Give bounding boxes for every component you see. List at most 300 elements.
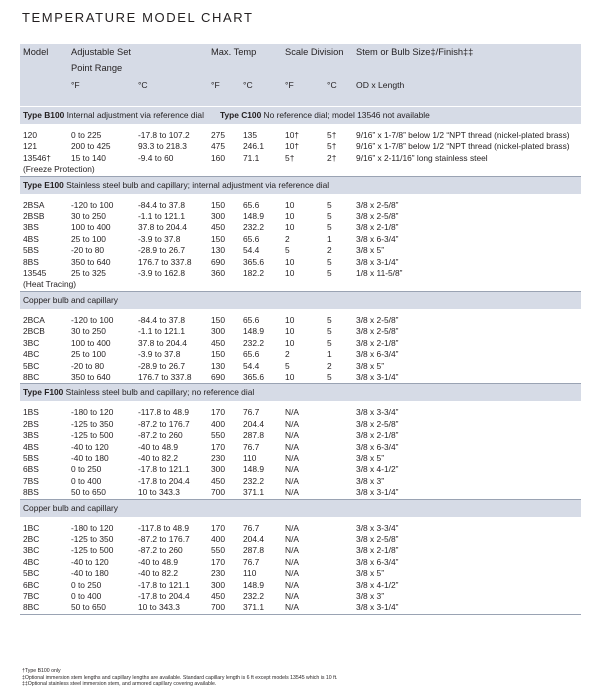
section-desc: Stainless steel bulb and capillary; no reference dial xyxy=(63,387,255,398)
table-cell: -28.9 to 26.7 xyxy=(138,245,186,256)
header-model: Model xyxy=(23,47,49,57)
table-cell: 5† xyxy=(327,130,337,140)
cell-note: (Freeze Protection) xyxy=(20,164,581,176)
table-cell: 10 to 343.3 xyxy=(135,487,208,499)
table-row xyxy=(20,591,581,602)
table-cell: N/A xyxy=(285,545,299,556)
table-cell: 2† xyxy=(327,152,337,163)
table-cell: -125 to 500 xyxy=(71,430,114,441)
table-cell: 400 xyxy=(211,533,225,544)
table-cell: 3/8 x 5” xyxy=(356,360,384,371)
table-cell xyxy=(324,591,353,602)
table-row xyxy=(20,268,581,279)
table-row xyxy=(20,130,581,141)
table-cell: 2BSB xyxy=(23,211,45,222)
table-cell: 3/8 x 3-3/4” xyxy=(356,407,399,418)
table-header xyxy=(20,44,581,94)
table-cell: N/A xyxy=(285,556,299,567)
table-cell: 300 xyxy=(211,326,225,337)
table-cell xyxy=(324,523,353,534)
table-cell: 3/8 x 2-1/8” xyxy=(356,222,399,233)
header-scale-division: Scale Division xyxy=(285,47,344,57)
table-cell: 3/8 x 2-1/8” xyxy=(356,430,399,441)
table-cell: 3/8 x 2-5/8” xyxy=(356,314,399,325)
table-cell: 450 xyxy=(211,591,225,601)
table-cell: 54.4 xyxy=(243,360,260,371)
table-row xyxy=(20,568,581,579)
table-cell xyxy=(324,430,353,441)
table-cell: 15 to 140 xyxy=(71,152,106,163)
table-cell: 200 to 425 xyxy=(71,141,111,152)
table-cell: 3/8 x 6-3/4” xyxy=(356,233,399,244)
table-row xyxy=(20,580,581,591)
table-cell: 5 xyxy=(327,256,332,267)
table-cell: -87.2 to 176.7 xyxy=(138,418,190,429)
table-cell: N/A xyxy=(285,418,299,429)
table-cell: 150 xyxy=(211,314,225,325)
table-cell: 37.8 to 204.4 xyxy=(138,337,187,348)
table-row xyxy=(20,419,581,430)
table-cell: 37.8 to 204.4 xyxy=(138,222,187,233)
table-cell: 3/8 x 6-3/4” xyxy=(356,441,399,452)
table-cell: 10 xyxy=(282,372,324,384)
table-cell: 8BC xyxy=(20,602,68,614)
table-cell: 8BC xyxy=(20,372,68,384)
table-cell: 148.9 xyxy=(243,464,264,475)
table-cell: -20 to 80 xyxy=(71,245,105,256)
header-adjustable: Adjustable Set xyxy=(71,47,131,57)
table-cell: 3/8 x 3” xyxy=(356,591,384,601)
table-cell: 3/8 x 2-5/8” xyxy=(356,533,399,544)
table-cell: 4BC xyxy=(23,349,40,360)
table-cell: 10† xyxy=(285,130,300,140)
table-cell: 5BC xyxy=(23,568,40,579)
table-cell: N/A xyxy=(282,602,324,614)
table-cell: 3/8 x 3-1/4” xyxy=(353,487,581,499)
table-cell: 170 xyxy=(211,522,225,533)
table-cell xyxy=(324,419,353,430)
table-cell: N/A xyxy=(285,441,299,452)
table-row xyxy=(20,361,581,372)
table-cell: 3/8 x 3-3/4” xyxy=(356,522,399,533)
table-cell: 65.6 xyxy=(243,233,260,244)
table-cell: 13546† xyxy=(23,152,51,163)
table-cell: 1 xyxy=(327,233,332,244)
table-cell: -40 to 82.2 xyxy=(138,568,179,579)
table-cell: -40 to 180 xyxy=(71,452,109,463)
table-cell: 3/8 x 2-1/8” xyxy=(356,545,399,556)
table-cell: 10 xyxy=(285,211,295,222)
table-cell: 8BS xyxy=(20,487,68,499)
table-cell: -40 to 48.9 xyxy=(138,441,179,452)
table-cell: -125 to 500 xyxy=(71,545,114,556)
table-row xyxy=(20,534,581,545)
table-cell: 700 xyxy=(208,602,240,614)
table-cell: 3/8 x 6-3/4” xyxy=(356,556,399,567)
table-cell: 76.7 xyxy=(243,522,260,533)
table-cell: -84.4 to 37.8 xyxy=(138,199,186,210)
table-cell: -3.9 to 162.8 xyxy=(138,268,186,279)
table-row xyxy=(20,257,581,268)
table-cell: 110 xyxy=(243,452,257,463)
table-cell: 170 xyxy=(211,407,225,418)
table-row xyxy=(20,211,581,222)
table-cell: 0 to 400 xyxy=(71,591,102,601)
page-title: TEMPERATURE MODEL CHART xyxy=(22,10,254,25)
table-cell: 287.8 xyxy=(243,545,264,556)
table-cell: N/A xyxy=(285,430,299,441)
table-cell: 5 xyxy=(327,222,332,233)
table-cell: 365.6 xyxy=(240,372,282,384)
table-cell: 2BS xyxy=(23,418,39,429)
table-cell: 76.7 xyxy=(243,407,260,418)
table-cell: -17.8 to 121.1 xyxy=(138,464,190,475)
table-cell: 9/16” x 2-11/16” long stainless steel xyxy=(356,152,488,163)
table-cell: 3/8 x 2-5/8” xyxy=(356,211,399,222)
table-cell: 150 xyxy=(211,349,225,360)
table-row xyxy=(20,338,581,349)
table-cell: 232.2 xyxy=(243,337,264,348)
table-cell: 371.1 xyxy=(240,602,282,614)
table-cell: 8BS xyxy=(23,256,39,267)
table-cell: 2 xyxy=(327,245,332,256)
table-cell: -180 to 120 xyxy=(71,522,114,533)
table-cell: 9/16” x 1-7/8” below 1/2 “NPT thread (nickel-plated brass) xyxy=(356,141,570,152)
table-cell: -40 to 48.9 xyxy=(138,556,179,567)
table-cell: 3BS xyxy=(23,430,39,441)
section-desc: No reference dial; model 13546 not available xyxy=(261,110,430,120)
table-cell: 50 to 650 xyxy=(68,602,135,614)
table-cell: -180 to 120 xyxy=(71,407,114,418)
table-cell: 550 xyxy=(211,545,225,556)
table-cell: 150 xyxy=(211,233,225,244)
table-cell: -125 to 350 xyxy=(71,533,114,544)
table-cell: 5 xyxy=(327,337,332,348)
table-cell: 700 xyxy=(208,487,240,499)
table-row xyxy=(20,315,581,326)
table-cell: 120 xyxy=(23,130,37,140)
table-cell xyxy=(324,580,353,591)
table-cell: 5BC xyxy=(23,360,40,371)
table-cell: 148.9 xyxy=(243,326,264,337)
table-cell: 100 to 400 xyxy=(71,222,111,233)
table-row xyxy=(20,279,581,291)
table-cell: 10 xyxy=(285,222,295,233)
table-cell: -117.8 to 48.9 xyxy=(138,522,190,533)
table-cell: 7BS xyxy=(23,475,39,486)
table-cell: 3/8 x 3-1/4” xyxy=(356,256,399,267)
table-cell: 232.2 xyxy=(243,475,264,486)
header-unit: °F xyxy=(211,80,220,90)
table-cell: 3/8 x 5” xyxy=(356,245,384,256)
table-cell xyxy=(324,476,353,487)
section-header xyxy=(20,107,581,125)
table-cell: -3.9 to 37.8 xyxy=(138,349,181,360)
table-cell: N/A xyxy=(285,568,299,579)
section-header xyxy=(20,384,581,402)
table-cell: 50 to 650 xyxy=(68,487,135,499)
table-row xyxy=(20,464,581,475)
table-cell: 135 xyxy=(243,130,257,140)
table-cell: 176.7 to 337.8 xyxy=(138,256,192,267)
table-cell: 182.2 xyxy=(243,268,264,279)
table-cell: -87.2 to 260 xyxy=(138,545,183,556)
table-cell xyxy=(324,545,353,556)
table-cell: 5† xyxy=(327,141,337,152)
table-cell: -9.4 to 60 xyxy=(138,152,174,163)
section-type: Type C100 xyxy=(219,110,262,120)
table-row xyxy=(20,234,581,245)
header-max-temp: Max. Temp xyxy=(211,47,257,57)
table-row xyxy=(20,602,581,614)
table-cell: N/A xyxy=(285,407,299,418)
table-cell: 5 xyxy=(327,211,332,222)
table-cell: -120 to 100 xyxy=(71,314,114,325)
section-desc: Copper bulb and capillary xyxy=(23,294,118,305)
table-cell: N/A xyxy=(282,487,324,499)
table-cell: 30 to 250 xyxy=(71,326,106,337)
table-cell: -40 to 82.2 xyxy=(138,452,179,463)
table-cell xyxy=(324,557,353,568)
table-cell: 3BC xyxy=(23,337,40,348)
table-row xyxy=(20,453,581,464)
table-cell: 287.8 xyxy=(243,430,264,441)
table-cell: 1BC xyxy=(23,522,40,533)
table-cell: 3/8 x 2-5/8” xyxy=(356,199,399,210)
table-cell xyxy=(324,534,353,545)
table-cell: 10† xyxy=(285,141,300,152)
table-cell: 130 xyxy=(211,360,225,371)
header-stem: Stem or Bulb Size‡/Finish‡‡ xyxy=(356,47,474,57)
table-cell: 275 xyxy=(211,130,225,140)
table-cell: 204.4 xyxy=(243,418,264,429)
table-cell: 300 xyxy=(211,579,225,590)
table-cell: 148.9 xyxy=(243,579,264,590)
section-type: Type F100 xyxy=(23,387,64,398)
table-cell: 300 xyxy=(211,464,225,475)
table-cell: 170 xyxy=(211,441,225,452)
table-cell: 148.9 xyxy=(243,211,264,222)
table-cell: 170 xyxy=(211,556,225,567)
cell-note: (Heat Tracing) xyxy=(20,279,581,291)
section-type: Type B100 xyxy=(23,110,65,120)
table-cell: 3/8 x 3-1/4” xyxy=(353,372,581,384)
table-cell: 65.6 xyxy=(243,314,260,325)
table-cell: 204.4 xyxy=(243,533,264,544)
table-cell: N/A xyxy=(285,464,299,475)
table-cell: N/A xyxy=(285,579,299,590)
table-cell: 3/8 x 2-1/8” xyxy=(356,337,399,348)
table-cell xyxy=(324,407,353,418)
table-cell: 2 xyxy=(327,360,332,371)
header-unit: °F xyxy=(285,80,294,90)
temperature-model-table xyxy=(20,44,581,615)
table-row xyxy=(20,430,581,441)
table-cell: 10 xyxy=(285,326,295,337)
header-unit: °C xyxy=(327,80,337,90)
header-unit: °C xyxy=(138,80,148,90)
table-cell: 550 xyxy=(211,430,225,441)
table-cell: 0 to 250 xyxy=(71,464,102,475)
table-cell: 10 xyxy=(285,337,295,348)
table-cell: -17.8 to 107.2 xyxy=(138,130,190,140)
table-cell: 0 to 400 xyxy=(71,475,102,486)
table-cell: 30 to 250 xyxy=(71,211,106,222)
table-cell: 3/8 x 4-1/2” xyxy=(356,579,399,590)
section-header xyxy=(20,291,581,309)
header-unit: °C xyxy=(243,80,253,90)
table-cell: 4BC xyxy=(23,556,40,567)
table-cell: 6BC xyxy=(23,579,40,590)
table-cell: 25 to 100 xyxy=(71,349,106,360)
table-cell: 450 xyxy=(211,475,225,486)
table-cell: -17.8 to 121.1 xyxy=(138,579,190,590)
table-cell: 10 to 343.3 xyxy=(135,602,208,614)
table-cell: -120 to 100 xyxy=(71,199,114,210)
table-cell: N/A xyxy=(285,522,299,533)
table-cell: N/A xyxy=(285,591,299,601)
table-cell: 76.7 xyxy=(243,441,260,452)
table-cell: -117.8 to 48.9 xyxy=(138,407,190,418)
table-cell: 25 to 325 xyxy=(71,268,106,279)
table-row xyxy=(20,164,581,176)
table-row xyxy=(20,153,581,164)
section-desc: Stainless steel bulb and capillary; internal adjustment via reference dial xyxy=(63,179,330,190)
table-cell: 4BS xyxy=(23,233,39,244)
table-cell: N/A xyxy=(285,475,299,486)
table-cell xyxy=(324,487,353,499)
table-cell: -87.2 to 260 xyxy=(138,430,183,441)
table-cell: 150 xyxy=(211,199,225,210)
table-row xyxy=(20,200,581,211)
table-cell: 3/8 x 2-5/8” xyxy=(356,326,399,337)
header-od: OD x Length xyxy=(356,80,405,90)
table-cell: 2BSA xyxy=(23,199,45,210)
table-row xyxy=(20,442,581,453)
table-row xyxy=(20,487,581,499)
table-cell: 400 xyxy=(211,418,225,429)
table-cell: -40 to 120 xyxy=(71,441,109,452)
table-row xyxy=(20,372,581,384)
table-cell: 13545 xyxy=(23,268,47,279)
table-cell: 6BS xyxy=(23,464,39,475)
table-cell: 5 xyxy=(327,326,332,337)
table-cell: -40 to 180 xyxy=(71,568,109,579)
table-cell: 176.7 to 337.8 xyxy=(135,372,208,384)
table-cell: 5 xyxy=(327,199,332,210)
table-cell: 2BCA xyxy=(23,314,45,325)
table-cell: 350 to 640 xyxy=(68,372,135,384)
table-cell: 10 xyxy=(285,199,295,210)
table-cell: 0 to 225 xyxy=(71,130,102,140)
table-cell: 690 xyxy=(208,372,240,384)
table-cell xyxy=(324,602,353,614)
table-cell: 5 xyxy=(285,245,290,256)
table-cell: 5 xyxy=(327,314,332,325)
table-cell: -125 to 350 xyxy=(71,418,114,429)
table-cell: 230 xyxy=(211,568,225,579)
table-cell: 3BC xyxy=(23,545,40,556)
table-cell: 3/8 x 6-3/4” xyxy=(356,349,399,360)
table-row xyxy=(20,245,581,256)
table-cell: 160 xyxy=(211,152,225,163)
table-cell: 5BS xyxy=(23,452,39,463)
table-cell: 10 xyxy=(285,256,295,267)
table-cell: 121 xyxy=(23,141,37,152)
footnotes xyxy=(22,668,337,688)
table-cell: 93.3 to 218.3 xyxy=(138,141,187,152)
table-cell: 5 xyxy=(285,360,290,371)
table-cell: 3/8 x 3” xyxy=(356,475,384,486)
table-cell: 690 xyxy=(211,256,225,267)
table-cell: 3BS xyxy=(23,222,39,233)
table-cell: -3.9 to 37.8 xyxy=(138,233,181,244)
table-cell: 350 to 640 xyxy=(71,256,111,267)
table-row xyxy=(20,222,581,233)
table-cell: 232.2 xyxy=(243,591,264,601)
footnote: ‡‡Optional stainless steel immersion stem, and armored capillary covering available. xyxy=(22,681,217,688)
table-cell: 3/8 x 5” xyxy=(356,452,384,463)
table-cell: 71.1 xyxy=(243,152,260,163)
table-cell: 450 xyxy=(211,222,225,233)
table-cell: 3/8 x 3-1/4” xyxy=(353,602,581,614)
table-cell: 100 to 400 xyxy=(71,337,111,348)
table-cell: 3/8 x 4-1/2” xyxy=(356,464,399,475)
table-row xyxy=(20,557,581,568)
table-row xyxy=(20,141,581,152)
table-cell: 475 xyxy=(211,141,225,152)
table-row xyxy=(20,326,581,337)
table-cell: 2 xyxy=(285,349,290,360)
section-header xyxy=(20,499,581,517)
table-row xyxy=(20,476,581,487)
table-cell: -84.4 to 37.8 xyxy=(138,314,186,325)
table-cell: -17.8 to 204.4 xyxy=(138,475,190,486)
table-cell: 110 xyxy=(243,568,257,579)
table-cell: -40 to 120 xyxy=(71,556,109,567)
table-body xyxy=(20,107,581,615)
table-cell: -1.1 to 121.1 xyxy=(138,211,186,222)
table-cell: 4BS xyxy=(23,441,39,452)
table-cell: 9/16” x 1-7/8” below 1/2 “NPT thread (nickel-plated brass) xyxy=(356,130,570,140)
table-cell xyxy=(324,568,353,579)
table-cell: 10 xyxy=(285,314,295,325)
table-cell: 7BC xyxy=(23,591,40,601)
table-cell: 360 xyxy=(211,268,225,279)
table-cell xyxy=(324,453,353,464)
footnote: ‡Optional immersion stem lengths and capillary lengths are available. Standard capillary length is 6 ft except models 13545 which is 10 ft. xyxy=(22,674,338,681)
table-cell: 230 xyxy=(211,452,225,463)
table-cell: 5 xyxy=(327,268,332,279)
table-cell: 246.1 xyxy=(243,141,264,152)
table-cell: -20 to 80 xyxy=(71,360,105,371)
table-cell: 2 xyxy=(285,233,290,244)
section-desc: Copper bulb and capillary xyxy=(23,502,118,513)
table-cell: 1BS xyxy=(23,407,39,418)
table-cell: 2BC xyxy=(23,533,40,544)
section-desc: Internal adjustment via reference dial xyxy=(64,110,204,120)
table-cell: 1 xyxy=(327,349,332,360)
section-type: Type E100 xyxy=(23,179,64,190)
table-cell: 1/8 x 11-5/8” xyxy=(356,268,403,279)
table-cell: 5BS xyxy=(23,245,39,256)
table-cell: 5 xyxy=(324,372,353,384)
table-cell: 5† xyxy=(285,152,295,163)
table-cell: 25 to 100 xyxy=(71,233,106,244)
table-cell: 0 to 250 xyxy=(71,579,102,590)
table-cell: -87.2 to 176.7 xyxy=(138,533,190,544)
table-cell: 3/8 x 5” xyxy=(356,568,384,579)
